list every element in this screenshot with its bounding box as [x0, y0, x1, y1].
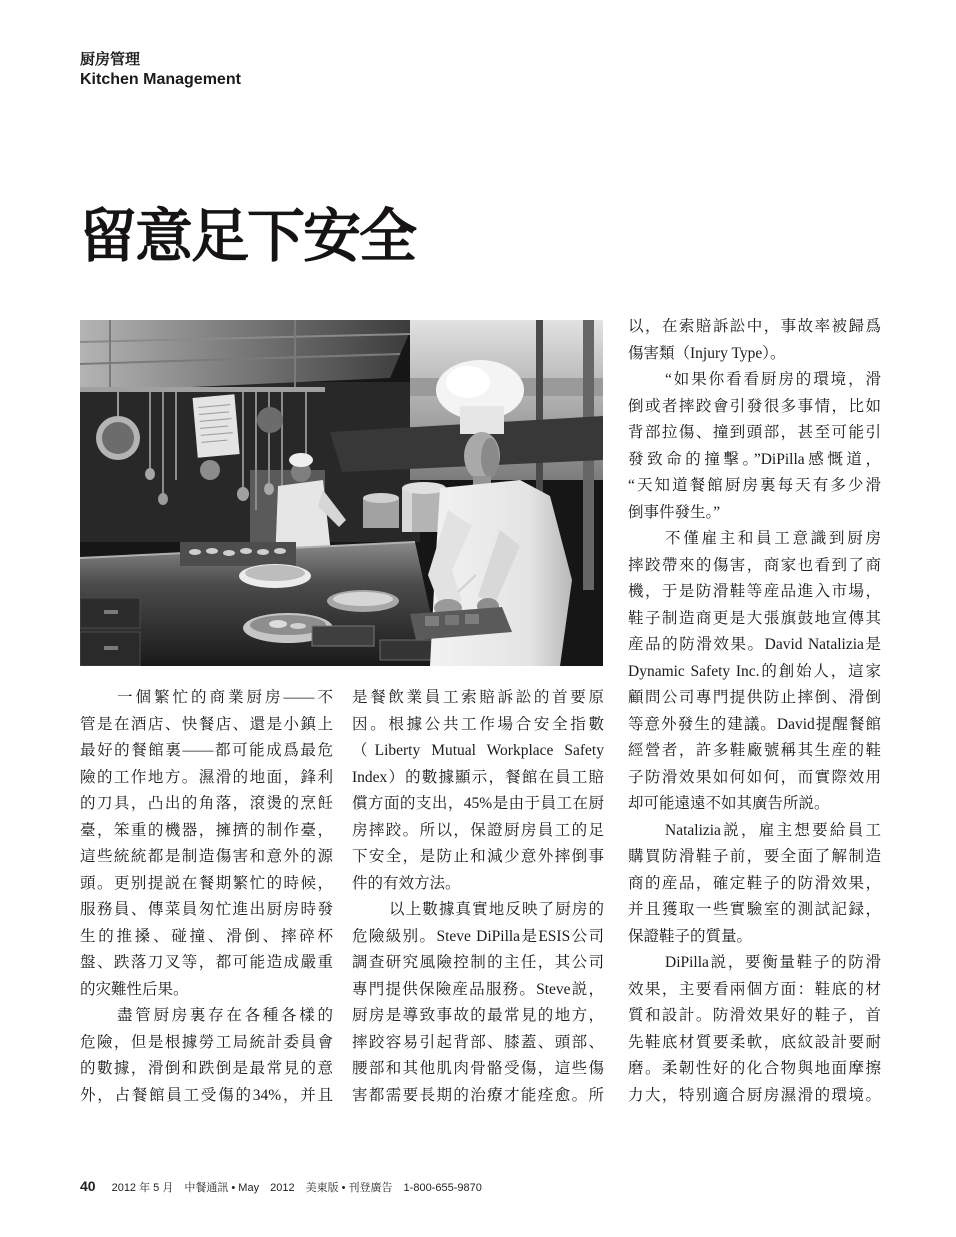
text-line: 先鞋底材質要柔軟，底紋設計要耐 [628, 1033, 881, 1051]
text-line: 購買防滑鞋子前，要全面了解制造 [628, 848, 881, 865]
text-line: 腰部和其他肌肉骨骼受傷，這些傷 [352, 1060, 604, 1077]
text-line: 鞋子制造商更是大張旗鼓地宣傳其 [628, 609, 881, 627]
text-line: DiPilla説，要衡量鞋子的防滑 [665, 954, 881, 971]
issue-date: 2012 年 5 月 [111, 1182, 174, 1194]
page-footer [80, 1178, 493, 1195]
text-line: “天知道餐館厨房裏每天有多少滑 [628, 477, 881, 494]
text-line: 的灾難性后果。 [80, 980, 189, 998]
article-column-1 [80, 685, 333, 1109]
text-line: 等意外發生的建議。David提醒餐館 [628, 715, 881, 733]
text-line: 危險，但是根據勞工局統計委員會 [80, 1033, 333, 1051]
text-line: 效果，主要看兩個方面：鞋底的材 [628, 980, 881, 998]
text-line: 外，占餐館員工受傷的34%，并且 [80, 1086, 333, 1104]
text-line: 最好的餐館裏——都可能成爲最危 [80, 742, 333, 759]
text-line: 因。根據公共工作場合安全指數 [352, 715, 604, 733]
text-line: Dynamic Safety Inc.的創始人，這家 [628, 662, 881, 680]
text-line: 質和設計。防滑效果好的鞋子，首 [628, 1007, 881, 1024]
article-paragraph [352, 897, 604, 1109]
article-column-3 [628, 314, 881, 1109]
text-line: 件的有效方法。 [352, 874, 461, 892]
publication-name: 中餐通訊 • May [184, 1182, 260, 1194]
article-paragraph [628, 367, 881, 526]
text-line: 頭。更别提説在餐期繁忙的時候， [80, 874, 333, 892]
text-line: 調查研究風險控制的主任，其公司 [352, 954, 604, 971]
article-paragraph [628, 526, 881, 818]
text-line: “如果你看看厨房的環境，滑 [665, 371, 881, 388]
text-line: 機，于是防滑鞋等産品進入市場， [628, 583, 881, 600]
text-line: 盤、跌落刀叉等，都可能造成嚴重 [80, 954, 333, 971]
text-line: 以上數據真實地反映了厨房的 [389, 901, 604, 918]
text-line: 力大，特别適合厨房濕滑的環境。 [628, 1086, 881, 1104]
text-line: （Liberty Mutual Workplace Safety [352, 742, 604, 759]
text-line: 傷害類（Injury Type）。 [628, 344, 786, 362]
text-line: 商的産品，確定鞋子的防滑效果， [628, 874, 881, 892]
article-paragraph [80, 1003, 333, 1109]
section-label-zh: 厨房管理 [80, 51, 141, 68]
text-line: 倒事件發生。” [628, 503, 721, 521]
text-line: 臺，笨重的機器，擁擠的制作臺， [80, 821, 333, 839]
text-line: 的數據，滑倒和跌倒是最常見的意 [80, 1060, 333, 1077]
text-line: 的刀具，凸出的角落，滾燙的烹飪 [80, 795, 333, 812]
text-line: Natalizia説，雇主想要給員工 [665, 821, 881, 839]
text-line: 是餐飲業員工索賠訴訟的首要原 [352, 689, 604, 706]
text-line: 險的工作地方。濕滑的地面，鋒利 [80, 768, 333, 786]
text-line: 却可能遠遠不如其廣告所説。 [628, 795, 830, 812]
text-line: 摔跤帶來的傷害，商家也看到了商 [628, 556, 881, 574]
text-line: Index）的數據顯示，餐館在員工賠 [352, 768, 604, 786]
text-line: 保證鞋子的質量。 [628, 927, 753, 945]
text-line: 不僅雇主和員工意識到厨房 [665, 530, 881, 547]
phone-number: 1-800-655-9870 [403, 1182, 482, 1194]
text-line: 房摔跤。所以，保證厨房員工的足 [352, 821, 604, 839]
edition-label: 美東版 • 刊登廣告 [305, 1182, 393, 1194]
text-line: 倒或者摔跤會引發很多事情，比如 [628, 397, 881, 415]
page-number: 40 [80, 1178, 96, 1194]
article-title: 留意足下安全 [79, 204, 416, 269]
kitchen-photo [80, 320, 603, 666]
text-line: 摔跤容易引起背部、膝蓋、頭部、 [352, 1033, 604, 1051]
text-line: 危險級别。Steve DiPilla是ESIS公司 [352, 927, 604, 945]
text-line: 服務員、傳菜員匆忙進出厨房時發 [80, 901, 333, 918]
article-paragraph [352, 685, 604, 897]
article-paragraph [628, 950, 881, 1109]
text-line: 産品的防滑效果。David Natalizia是 [628, 636, 881, 653]
text-line: 生的推搡、碰撞、滑倒、摔碎杯 [80, 927, 333, 945]
text-line: 以，在索賠訴訟中，事故率被歸爲 [628, 318, 881, 335]
text-line: 管是在酒店、快餐店、還是小鎮上 [80, 715, 333, 733]
section-label-en: Kitchen Management [80, 71, 241, 88]
text-line: 經營者，許多鞋廠號稱其生産的鞋 [628, 742, 881, 759]
text-line: 一個繁忙的商業厨房——不 [117, 689, 333, 706]
text-line: 下安全，是防止和減少意外摔倒事 [352, 848, 604, 865]
text-line: 厨房是導致事故的最常見的地方， [352, 1007, 604, 1024]
article-paragraph [628, 818, 881, 951]
article-paragraph [628, 314, 881, 367]
text-line: 磨。柔韌性好的化合物與地面摩擦 [628, 1060, 881, 1077]
text-line: 背部拉傷、撞到頭部，甚至可能引 [628, 424, 881, 441]
text-line: 盡管厨房裏存在各種各樣的 [117, 1007, 333, 1024]
text-line: 子防滑效果如何如何，而實際效用 [628, 768, 881, 786]
text-line: 害都需要長期的治療才能痊愈。所 [352, 1086, 604, 1104]
issue-year: 2012 [270, 1182, 295, 1194]
text-line: 這些統統都是制造傷害和意外的源 [80, 848, 333, 865]
text-line: 專門提供保險産品服務。Steve説， [352, 980, 604, 998]
text-line: 并且獲取一些實驗室的測試記録， [628, 901, 881, 918]
text-line: 發致命的撞擊。”DiPilla感慨道， [628, 450, 881, 468]
text-line: 償方面的支出，45%是由于員工在厨 [352, 795, 604, 812]
article-column-2 [352, 685, 604, 1109]
text-line: 顧問公司專門提供防止摔倒、滑倒 [628, 689, 881, 706]
article-paragraph [80, 685, 333, 1003]
